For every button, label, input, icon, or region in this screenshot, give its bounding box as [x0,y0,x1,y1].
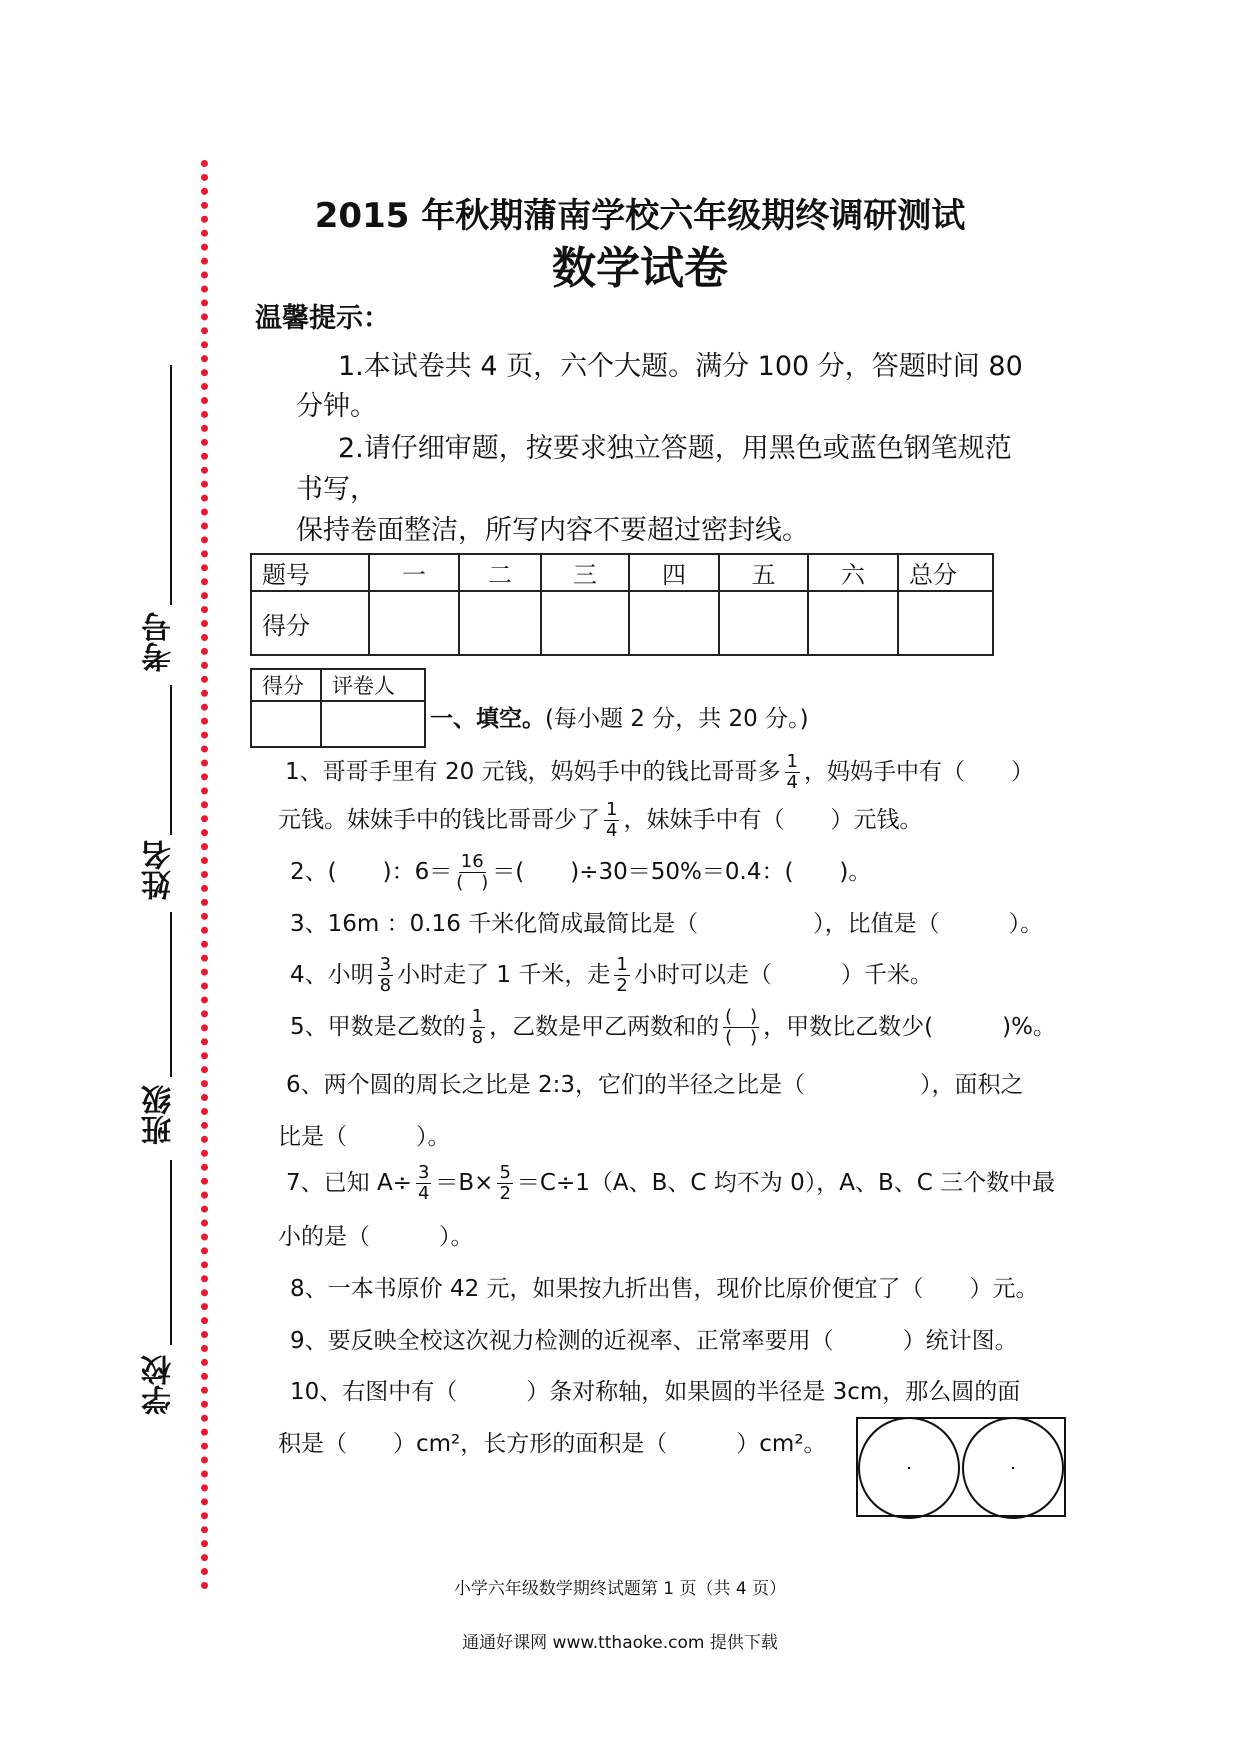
fraction [497,1163,512,1204]
question-text: 小时走了 1 千米，走 [397,962,611,988]
question-text: ，妹妹手中有（ ）元钱。 [623,807,923,833]
numerator: 3 [379,954,392,975]
tip-line: 2.请仔细审题，按要求独立答题，用黑色或蓝色钢笔规范 [338,433,1012,464]
score-header: 三 [541,554,629,591]
fraction [416,1163,431,1204]
question-3: 3、16m ：0.16 千米化简成最简比是（ ），比值是（ ）。 [290,911,1044,937]
section-title: 一、填空。 [430,706,545,732]
question-9: 9、要反映全校这次视力检测的近视率、正常率要用（ ）统计图。 [290,1328,1018,1354]
source-footer: 通通好课网 www.tthaoke.com 提供下载 [462,1633,778,1653]
grader-header: 得分 [251,669,321,701]
score-header: 一 [369,554,459,591]
question-text: 5、甲数是乙数的 [290,1014,466,1040]
question-text: ＝B× [435,1170,494,1196]
numerator: ( ) [725,1006,758,1027]
score-cell [898,591,993,655]
numerator: 16 [460,851,484,872]
question-text: ，甲数比乙数少( )%。 [763,1014,1056,1040]
question-text: 2、( )：6＝ [290,859,453,885]
exam-number-label: 考号 [142,612,177,672]
grader-box [250,668,426,748]
section-note: (每小题 2 分，共 20 分。) [545,706,809,732]
score-cell [719,591,808,655]
binding-line [170,912,172,1077]
denominator: ( ) [725,1027,758,1048]
question-text: 4、小明 [290,962,374,988]
circle-left [858,1417,960,1519]
denominator: 2 [499,1183,511,1204]
score-header: 题号 [251,554,369,591]
denominator: 8 [471,1027,484,1048]
numerator: 1 [471,1006,484,1027]
denominator: 4 [606,820,618,841]
question-text: 元钱。妹妹手中的钱比哥哥少了 [278,807,600,833]
numerator: 1 [616,954,628,975]
denominator: 4 [417,1183,430,1204]
score-cell [541,591,629,655]
question-text: ，乙数是甲乙两数和的 [489,1014,720,1040]
exam-subtitle: 数学试卷 [552,243,728,294]
numerator: 1 [786,751,798,772]
tips-heading: 温馨提示： [255,303,390,334]
question-10: 10、右图中有（ ）条对称轴，如果圆的半径是 3cm，那么圆的面 [290,1379,1021,1405]
question-5 [290,1007,1056,1048]
denominator: 4 [786,772,798,793]
score-header: 六 [808,554,898,591]
fraction [470,1007,485,1048]
tip-line: 保持卷面整洁，所写内容不要超过密封线。 [296,515,809,546]
grader-cell [251,701,321,747]
class-label: 班级 [142,1085,177,1145]
question-6: 6、两个圆的周长之比是 2:3，它们的半径之比是（ ），面积之 [286,1072,1024,1098]
numerator: 5 [499,1162,511,1183]
page-footer: 小学六年级数学期终试题第 1 页（共 4 页） [453,1579,787,1599]
score-header: 五 [719,554,808,591]
score-cell [459,591,541,655]
seal-line [201,160,208,1590]
binding-line [170,1160,172,1345]
score-header: 二 [459,554,541,591]
binding-line [170,685,172,835]
school-label: 学校 [142,1355,177,1415]
fraction [604,800,619,841]
fraction [456,852,488,893]
score-table [250,553,994,656]
score-cell [629,591,719,655]
question-text: 7、已知 A÷ [286,1170,412,1196]
question-text: ＝( )÷30＝50%＝0.4：( )。 [492,859,872,885]
binding-line [170,365,172,605]
circle-right [962,1417,1064,1519]
denominator: 8 [379,975,392,996]
denominator: 2 [616,975,628,996]
grader-cell [321,701,425,747]
question-2 [290,852,871,893]
numerator: 1 [606,799,618,820]
center-dot [908,1467,910,1469]
fraction [614,955,629,996]
exam-title: 2015 年秋期蒲南学校六年级期终调研测试 [314,196,966,236]
fraction [378,955,393,996]
denominator: ( ) [456,872,489,893]
question-8: 8、一本书原价 42 元，如果按九折出售，现价比原价便宜了（ ）元。 [290,1276,1039,1302]
question-text: ＝C÷1（A、B、C 均不为 0），A、B、C 三个数中最 [516,1170,1056,1196]
score-cell [808,591,898,655]
tip-line: 1.本试卷共 4 页，六个大题。满分 100 分，答题时间 80 [338,351,1023,382]
numerator: 3 [417,1162,430,1183]
question-4 [290,955,933,996]
section-heading [430,700,809,733]
fraction [723,1007,759,1048]
question-text: 小时可以走（ ）千米。 [633,962,933,988]
question-1 [285,752,1034,793]
question-text: ，妈妈手中有（ ） [803,759,1034,785]
score-row-label: 得分 [251,591,369,655]
rectangle-circles-figure [856,1417,1066,1517]
name-label: 姓名 [142,840,177,900]
question-text: 1、哥哥手里有 20 元钱，妈妈手中的钱比哥哥多 [285,759,781,785]
question-10-cont: 积是（ ）cm²，长方形的面积是（ ）cm²。 [278,1431,827,1457]
score-header: 四 [629,554,719,591]
score-header: 总分 [898,554,993,591]
score-cell [369,591,459,655]
question-7 [286,1163,1055,1204]
question-7-cont: 小的是（ ）。 [278,1224,474,1250]
center-dot [1012,1467,1014,1469]
tip-line: 分钟。 [296,391,377,422]
grader-header: 评卷人 [321,669,425,701]
fraction [785,752,800,793]
question-6-cont: 比是（ ）。 [278,1124,451,1150]
tip-line: 书写， [296,474,377,505]
question-1-cont [278,800,922,841]
